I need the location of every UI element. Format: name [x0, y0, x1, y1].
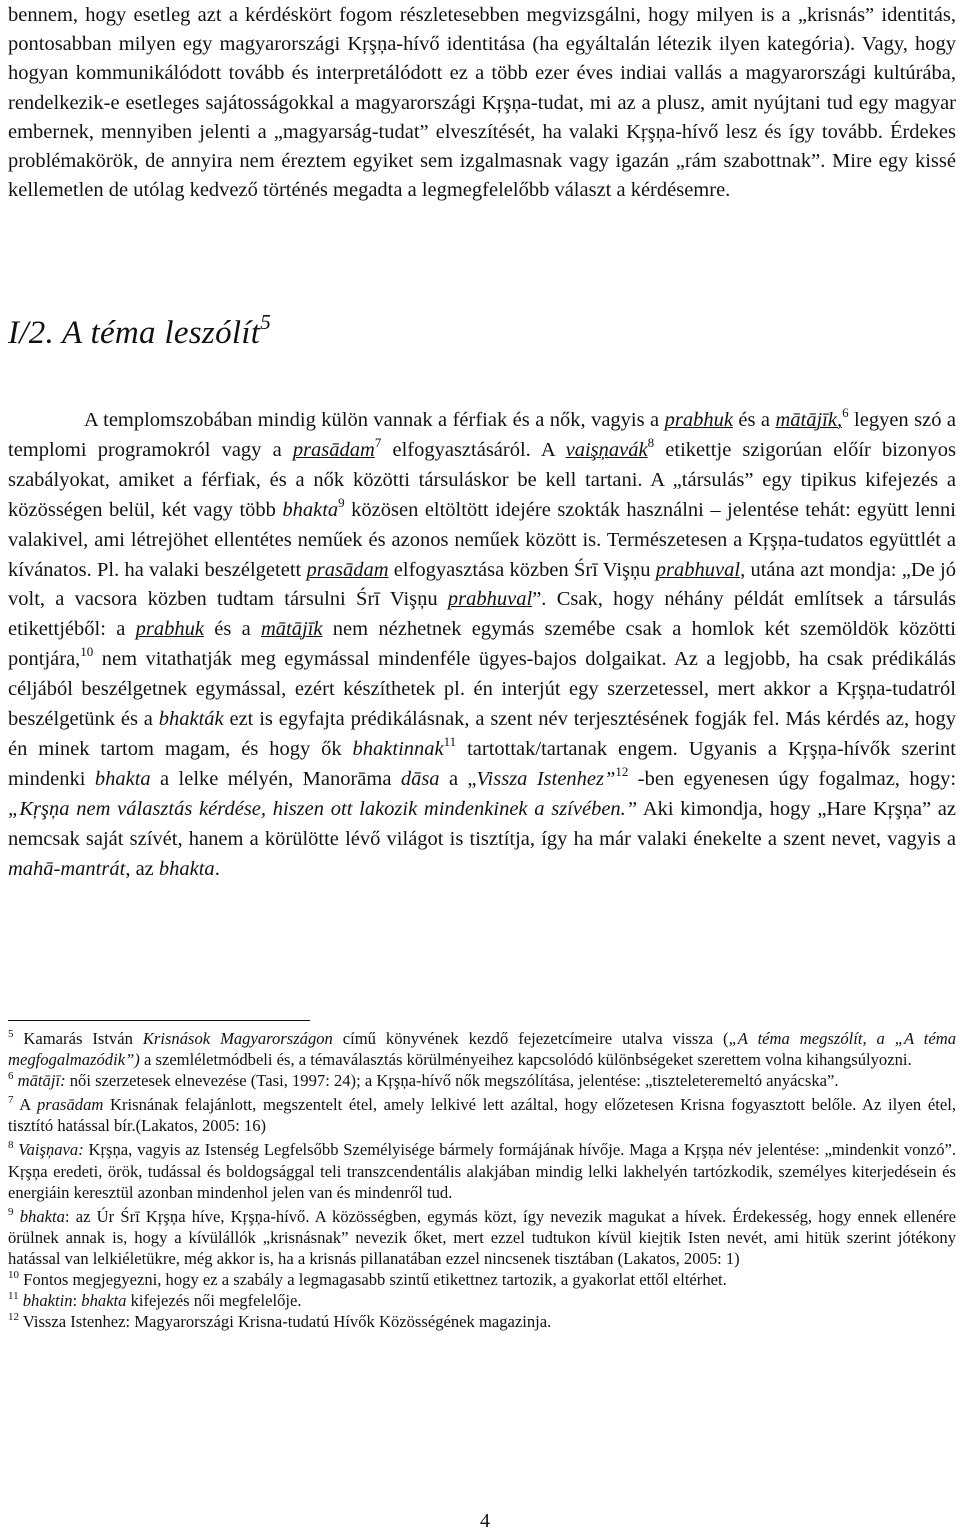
term-bhakta: bhakta [158, 857, 215, 880]
footnote-number: 12 [8, 1311, 19, 1324]
document-page [8, 0, 957, 1532]
text-run: és a [203, 618, 261, 641]
text-run: közösen eltöltött idejére szokták használni – jelentése tehát: együtt lenni valakivel, ami létrejöhet ellentétes neműek és azonos neműek között is. Természetesen a Kŗşņa-tudatos együttlét a kívánatos. Pl. ha valaki beszélgetett [8, 498, 956, 581]
quotation: „Kŗşņa nem választás kérdése, hiszen ott lakozik mindenkinek a szívében.” [8, 797, 638, 820]
text-run: és a [732, 409, 776, 431]
footnote-number: 11 [8, 1290, 19, 1303]
footnote-number: 7 [8, 1094, 14, 1107]
term-prabhuval: prabhuval [655, 558, 741, 581]
term-prasadam: prasādam [292, 438, 375, 461]
text-run: A [13, 1095, 37, 1115]
text-run: etikettje szigorúan előír bizonyos szabályokat, amiket a férfiak, és a nők közötti társuláskor be kell tartani. A „társulás” egy tipikus kifejezés a közösségen belül, két vagy több [8, 438, 957, 521]
footnote-8 [8, 1139, 956, 1202]
footnote-number: 8 [8, 1139, 14, 1152]
term-prasadam: prasādam [306, 558, 389, 581]
term-prasadam: prasādam [36, 1095, 104, 1115]
text-run: : az Úr Śrī Kŗşņa híve, Kŗşņa-hívő. A közösségben, egymás közt, így nevezik magukat a hívek. Érdekesség, hogy ennek ellenére örülnek annak is, hogy a kívülállók „krisnásnak” nevezik őket, mert ezzel tudtukon kívül kiejtik Isten nevét, ami hitük szerint jótékony hatással van lelkiéletükre, még akkor is, ha a krisnás pillanatában ezzel nincsenek tisztában (Lakatos, 2005: 1) [8, 1206, 956, 1268]
term-bhakta: bhakta [94, 767, 151, 790]
section-heading [8, 310, 272, 351]
text-run: , az [125, 857, 159, 880]
term-vaisnavak: vaişņavák [565, 438, 648, 461]
footnote-12 [8, 1311, 956, 1332]
text-run: , utána azt mondja: „De jó volt, a vacsora közben tudtam társulni Śrī Vişņu [8, 558, 956, 611]
text-run: női szerzetesek elnevezése (Tasi, 1997: 24); a Kŗşņa-hívő nők megszólítása, jelentése: „tiszteleteremeltó anyácska”. [65, 1071, 839, 1091]
footnotes [8, 1028, 956, 1332]
footnote-6 [8, 1070, 956, 1091]
footnote-separator [8, 1020, 310, 1021]
paragraph-main [8, 406, 956, 885]
text-run: Vissza Istenhez: Magyarországi Krisna-tudatú Hívők Közösségének magazinja. [19, 1312, 552, 1332]
footnote-ref-10[interactable]: 10 [80, 644, 94, 660]
footnote-number: 5 [8, 1028, 14, 1040]
text-run: ezt is egyfajta prédikálásnak, a szent név terjesztésének fogják fel. Más kérdés az, hogy én minek tartom magam, és hogy ők [8, 708, 956, 760]
magazine-title: Vissza Istenhez” [476, 767, 616, 790]
section-heading-text: I/2. A téma leszólít [8, 315, 261, 351]
footnote-ref-7[interactable]: 7 [374, 434, 382, 450]
text-run: Fontos megjegyezni, hogy ez a szabály a legmagasabb szintű etikettnez tartozik, a gyakorlat ettől eltérhet. [19, 1270, 727, 1290]
term-bhaktin: bhaktin [22, 1291, 73, 1311]
term-maha-mantrat: mahā-mantrát [8, 857, 126, 880]
text-run: elfogyasztásáról. A [381, 438, 566, 461]
footnote-9 [8, 1206, 956, 1269]
text-run: : [72, 1291, 82, 1311]
text-run: című könyvének kezdő fejezetcímeire utalva vissza ( [332, 1029, 729, 1048]
text-run: Kamarás István [13, 1029, 143, 1048]
text-run: Aki kimondja, hogy „Hare Kŗşņa” az nemcsak saját szívét, hanem a körülötte lévő világot is tisztítja, így ha már valaki énekelte a szent nevet, vagyis a [8, 797, 956, 850]
term-dasa: dāsa [400, 767, 440, 790]
text-run: elfogyasztása közben Śrī Vişņu [388, 558, 656, 581]
text-run: nem vitathatják meg egymással mindenféle ügyes-bajos dolgaikat. Az a legjobb, ha csak prédikálás céljából beszélgetnek egymással, ezért készíthetek pl. én interjút egy szerzetessel, mert akkor a Kŗşņa-tudatról beszélgetünk és a [8, 648, 956, 731]
text-run: a szemléletmódbeli és, a témaválasztás körülményeihez kapcsolódó különbségeket szerettem volna kihangsúlyozni. [139, 1050, 912, 1070]
text-run: Kŗşņa, vagyis az Istenség Legfelsőbb Személyisége bármely formájának hívője. Maga a Kŗşņa név jelentése: „mindenkit vonzó”. Kŗşņa eredeti, örök, tudással és boldogsággal teli transzcendentális alakjában mindig lelki lakhelyén tartózkodik, személyes kiterjedésein és energiáin keresztül azonban mindenhol jelen van és mindenről tud. [8, 1140, 957, 1202]
book-title: Krisnások Magyarországon [142, 1029, 333, 1048]
footnote-ref-11[interactable]: 11 [443, 733, 457, 749]
text-run: a lelke mélyén, Manorāma [150, 767, 401, 790]
term-prabhuk: prabhuk [664, 409, 733, 431]
term-bhakta: bhakta [282, 498, 339, 521]
text-run: Krisnának felajánlott, megszentelt étel, amely lelkivé lett azáltal, hogy előzetesen Krisna fogyasztott belőle. Az ilyen étel, tisztító hatással bír.(Lakatos, 2005: 16) [8, 1095, 956, 1136]
text-run: A templomszobában mindig külön vannak a férfiak és a nők, vagyis a [84, 409, 665, 431]
text-run: . [214, 857, 220, 880]
term-bhaktak: bhakták [158, 708, 224, 731]
footnote-7 [8, 1094, 956, 1136]
term-prabhuval: prabhuval [447, 588, 533, 611]
term-bhaktinnak: bhaktinnak [352, 737, 444, 760]
footnote-number: 9 [8, 1205, 14, 1218]
footnote-ref-9[interactable]: 9 [338, 494, 345, 510]
footnote-number: 10 [8, 1269, 19, 1282]
footnote-ref-12[interactable]: 12 [615, 763, 629, 779]
term-prabhuk: prabhuk [135, 618, 204, 641]
text-run: nem nézhetnek egymás szemébe csak a homlok két szemöldök közötti pontjára, [8, 618, 956, 671]
footnote-ref-5[interactable]: 5 [260, 310, 272, 334]
text-run: a „ [439, 767, 477, 790]
footnote-5 [8, 1028, 956, 1070]
term-mataji: mātājīk, [775, 409, 843, 431]
footnote-number: 6 [8, 1070, 14, 1083]
footnote-ref-8[interactable]: 8 [647, 434, 655, 450]
text-run: tartottak/tartanak engem. Ugyanis a Kŗşņa-hívők szerint mindenki [8, 737, 956, 790]
text-run: -ben egyenesen úgy fogalmaz, hogy: [628, 767, 957, 790]
footnote-11 [8, 1290, 956, 1311]
text-run: kifejezés női megfelelője. [126, 1291, 302, 1311]
term-mataji: mātājī: [17, 1071, 66, 1091]
text-run: ”. Csak, hogy néhány példát említsek a társulás etikettjéből: a [8, 588, 956, 641]
footnote-10 [8, 1269, 956, 1290]
term-bhakta: bhakta [81, 1291, 127, 1311]
term-matajik: mātājīk [261, 618, 323, 641]
term-bhakta: bhakta [19, 1206, 65, 1226]
term-vaisnava: Vaişņava: [18, 1140, 84, 1160]
footnote-ref-6[interactable]: 6 [842, 405, 849, 420]
paragraph-intro: bennem, hogy esetleg azt a kérdéskört fogom részletesebben megvizsgálni, hogy milyen is a „krisnás” identitás, pontosabban milyen egy magyarországi Kŗşņa-hívő identitása (ha egyáltalán létezik ilyen kategória). Vagy, hogy hogyan kommunikálódott tovább és interpretálódott ez a több ezer éves indiai vallás a magyarországi kultúrába, rendelkezik-e esetleges sajátosságokkal a magyarországi Kŗşņa-tudat, mi az a plusz, amit nyújtani tud egy magyar embernek, mennyiben jelenti a „magyarság-tudat” elveszítését, ha valaki Kŗşņa-hívő lesz és így tovább. Érdekes problémakörök, de annyira nem éreztem egyiket sem izgalmasnak vagy igazán „rám szabottnak”. Mire egy kissé kellemetlen de utólag kedvező történés megadta a legmegfelelőbb választ a kérdésemre. [8, 4, 956, 202]
page-number: 4 [480, 1510, 490, 1532]
chapter-titles: „A téma megszólít, a „A téma megfogalmazódik”) [8, 1029, 957, 1070]
text-run: legyen szó a templomi programokról vagy a [8, 409, 956, 461]
